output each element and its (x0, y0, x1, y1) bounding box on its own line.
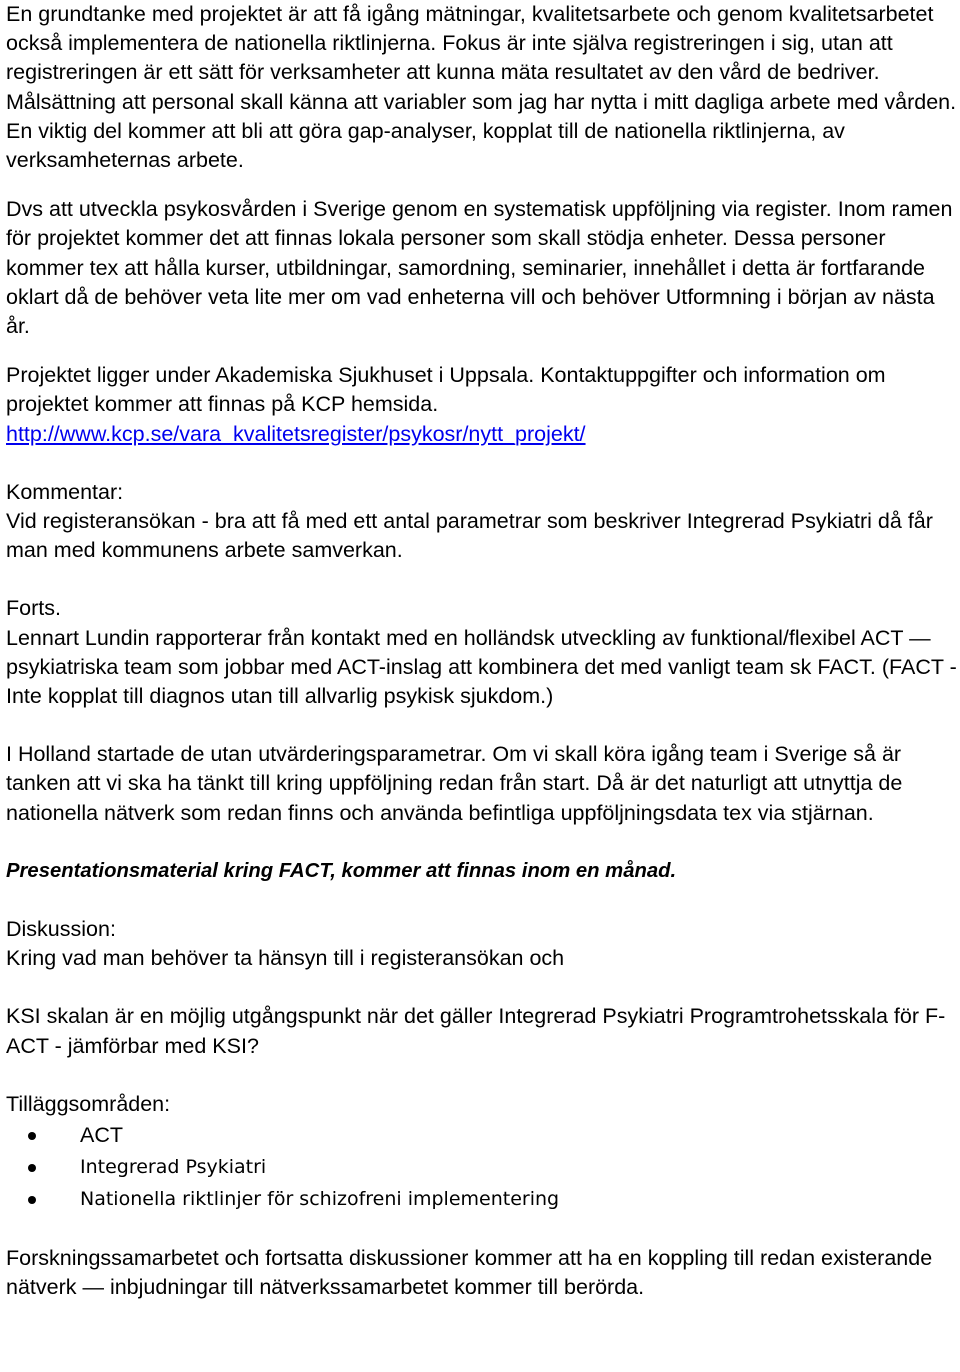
bullet-icon (28, 1196, 36, 1204)
list-item: Nationella riktlinjer för schizofreni implementering (6, 1183, 960, 1215)
bullet-icon (28, 1132, 36, 1140)
comment-section (6, 478, 960, 566)
paragraph-project-location (6, 361, 960, 449)
paragraph-ksi: KSI skalan är en möjlig utgångspunkt när det gäller Integrerad Psykiatri Programtrohetsskala för F-ACT - jämförbar med KSI? (6, 1004, 946, 1058)
comment-label: Kommentar: (6, 479, 124, 504)
continued-text: Lennart Lundin rapporterar från kontakt med en holländsk utveckling av funktional/flexibel ACT — psykiatriska team som jobbar med ACT-inslag att kombinera det med vanligt team sk FACT. (FACT - Inte kopplat till diagnos utan till allvarlig psykisk sjukdom.) (6, 625, 957, 709)
paragraph-research: Forskningssamarbetet och fortsatta diskussioner kommer att ha en koppling till redan existerande nätverk — inbjudningar till nätverkssamarbetet kommer till berörda. (6, 1246, 933, 1300)
continued-section (6, 594, 960, 711)
discussion-text: Kring vad man behöver ta hänsyn till i registeransökan och (6, 946, 565, 971)
additional-areas-list (6, 1119, 960, 1215)
list-item: Integrerad Psykiatri (6, 1151, 960, 1183)
presentation-note: Presentationsmaterial kring FACT, kommer att finnas inom en månad. (6, 859, 677, 882)
bullet-icon (28, 1164, 36, 1172)
paragraph-holland: I Holland startade de utan utvärderingsparametrar. Om vi skall köra igång team i Sverige så är tanken att vi ska ha tänkt till kring uppföljning redan från start. Då är det naturligt att utnyttja de nationella nätverk som redan finns och använda befintliga uppföljningsdata tex via stjärnan. (6, 742, 903, 825)
comment-text: Vid registeransökan - bra att få med ett antal parametrar som beskriver Integrerad Psykiatri då får man med kommunens arbete samverkan. (6, 509, 933, 563)
discussion-label: Diskussion: (6, 917, 116, 942)
continued-label: Forts. (6, 596, 61, 621)
additional-areas-label: Tilläggsområden: (6, 1091, 171, 1116)
discussion-section (6, 915, 960, 973)
document-page (6, 0, 960, 1303)
kcp-project-link[interactable]: http://www.kcp.se/vara_kvalitetsregister/psykosr/nytt_projekt/ (6, 421, 586, 446)
paragraph-psychosis-care: Dvs att utveckla psykosvården i Sverige genom en systematisk uppföljning via register. Inom ramen för projektet kommer det att finnas lokala personer som skall stödja enheter. Dessa personer kommer tex att hålla kurser, utbildningar, samordning, seminarier, innehållet i detta är fortfarande oklart då de behöver veta lite mer om vad enheterna vill och behöver Utformning i början av nästa år. (6, 197, 953, 339)
paragraph-project-idea: En grundtanke med projektet är att få igång mätningar, kvalitetsarbete och genom kvalitetsarbetet också implementera de nationella riktlinjerna. Fokus är inte själva registreringen i sig, utan att registreringen är ett sätt för verksamheter att kunna mäta resultatet av den vård de bedriver. Målsättning att personal skall känna att variabler som jag har nytta i mitt dagliga arbete med vården. En viktig del kommer att bli att göra gap-analyser, kopplat till de nationella riktlinjerna, av verksamheternas arbete. (6, 2, 957, 173)
project-location-text: Projektet ligger under Akademiska Sjukhuset i Uppsala. Kontaktuppgifter och information om projektet kommer att finnas på KCP hemsida. (6, 363, 886, 417)
list-item: ACT (6, 1119, 960, 1151)
